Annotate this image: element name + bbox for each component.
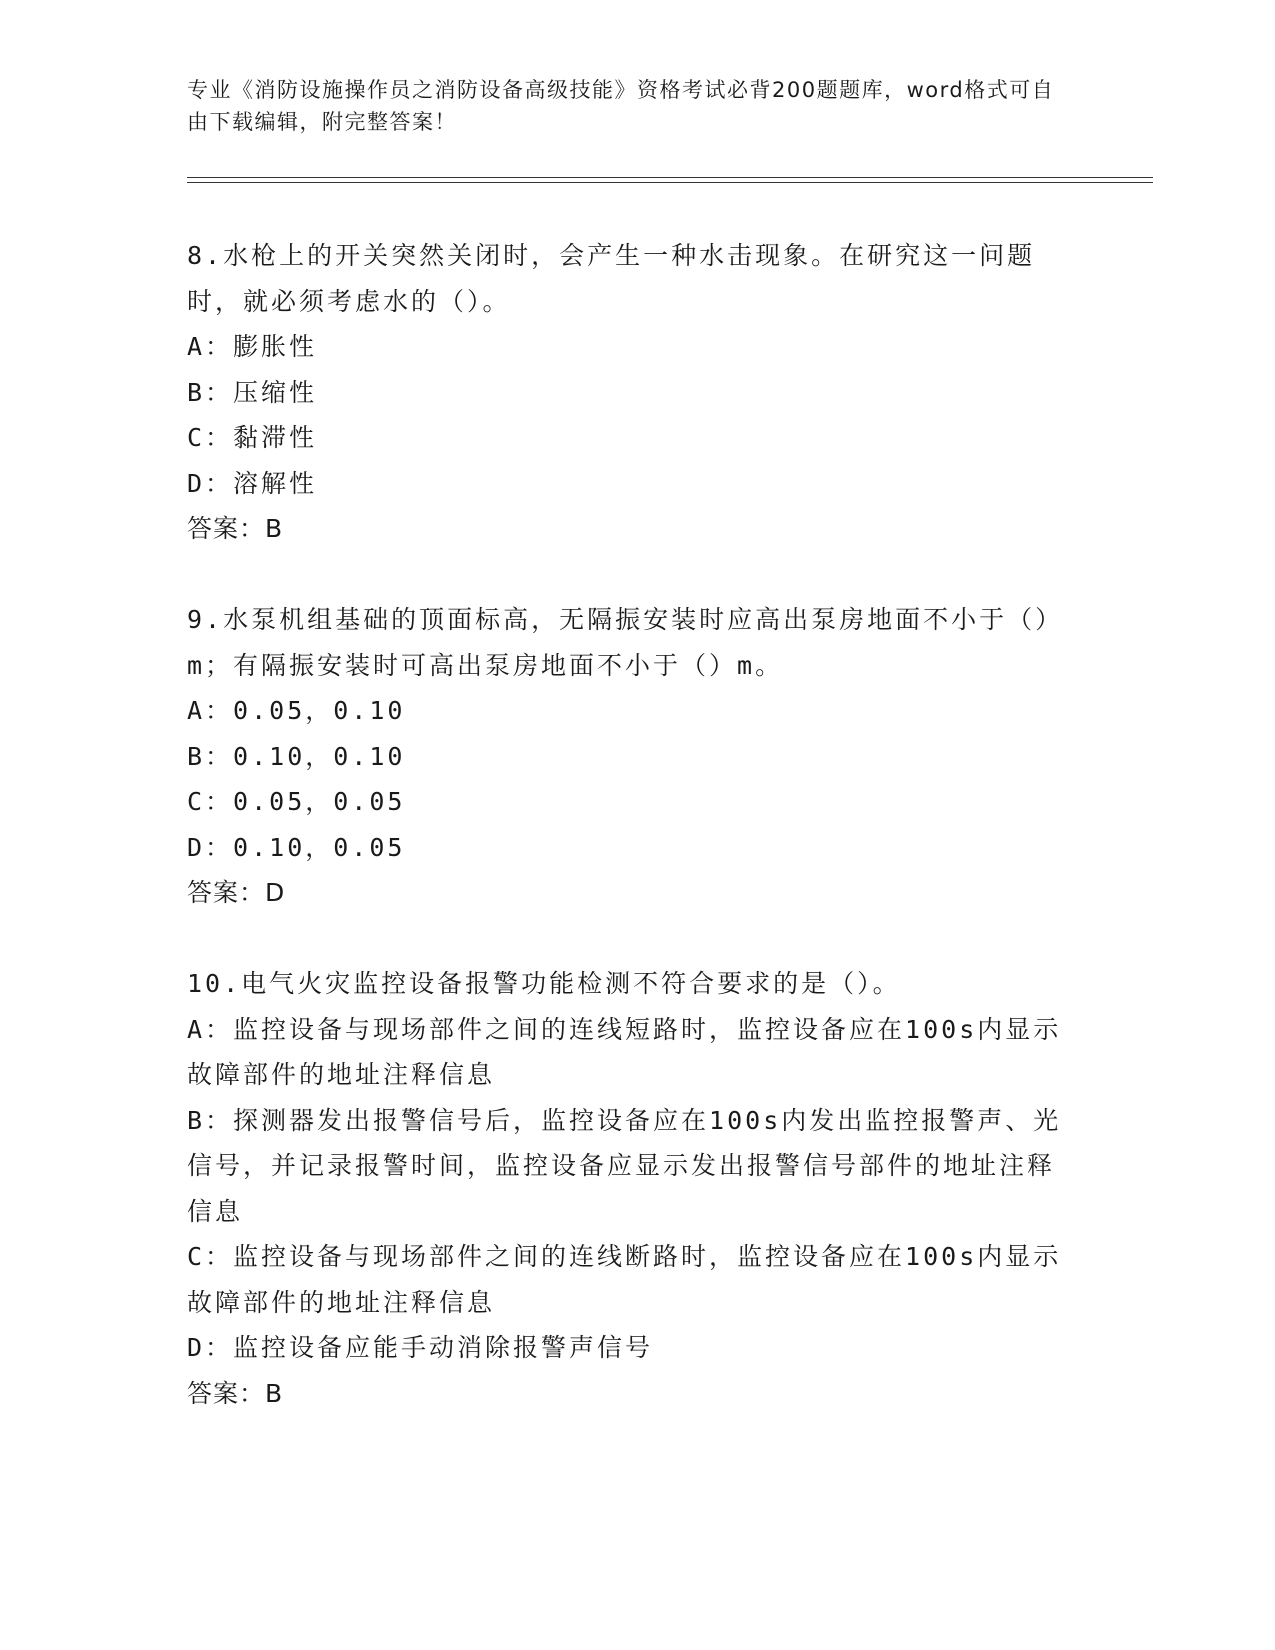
option-b: B：探测器发出报警信号后，监控设备应在100s内发出监控报警声、光信号，并记录报警时间，监控设备应显示发出报警信号部件的地址注释信息 (187, 1105, 1062, 1226)
header-divider-top (187, 177, 1153, 178)
question-10 (187, 961, 1067, 1416)
option-c: C：0.05，0.05 (187, 787, 406, 816)
option-d: D：溶解性 (187, 468, 318, 498)
answer-label: 答案：B (187, 514, 284, 543)
option-b: B：0.10，0.10 (187, 741, 406, 771)
question-stem: 9.水泵机组基础的顶面标高，无隔振安装时应高出泵房地面不小于（）m；有隔振安装时可高出泵房地面不小于（）m。 (187, 605, 1064, 680)
question-stem: 10.电气火灾监控设备报警功能检测不符合要求的是（）。 (187, 969, 901, 998)
answer-label: 答案：B (187, 1378, 284, 1408)
question-stem: 8.水枪上的开关突然关闭时，会产生一种水击现象。在研究这一问题时，就必须考虑水的（）。 (187, 241, 1036, 316)
option-b: B：压缩性 (187, 377, 318, 407)
option-a: A：监控设备与现场部件之间的连线短路时，监控设备应在100s内显示故障部件的地址注释信息 (187, 1014, 1062, 1089)
header-divider-bottom (187, 182, 1153, 183)
option-d: D：0.10，0.05 (187, 832, 406, 862)
option-c: C：黏滞性 (187, 423, 318, 452)
answer-label: 答案：D (187, 878, 286, 907)
question-9 (187, 597, 1067, 916)
document-header: 专业《消防设施操作员之消防设备高级技能》资格考试必背200题题库，word格式可自由下载编辑，附完整答案！ (187, 78, 1055, 134)
question-8 (187, 233, 1067, 552)
option-a: A：0.05，0.10 (187, 696, 406, 725)
option-c: C：监控设备与现场部件之间的连线断路时，监控设备应在100s内显示故障部件的地址注释信息 (187, 1242, 1062, 1317)
option-d: D：监控设备应能手动消除报警声信号 (187, 1333, 654, 1362)
option-a: A：膨胀性 (187, 332, 318, 361)
